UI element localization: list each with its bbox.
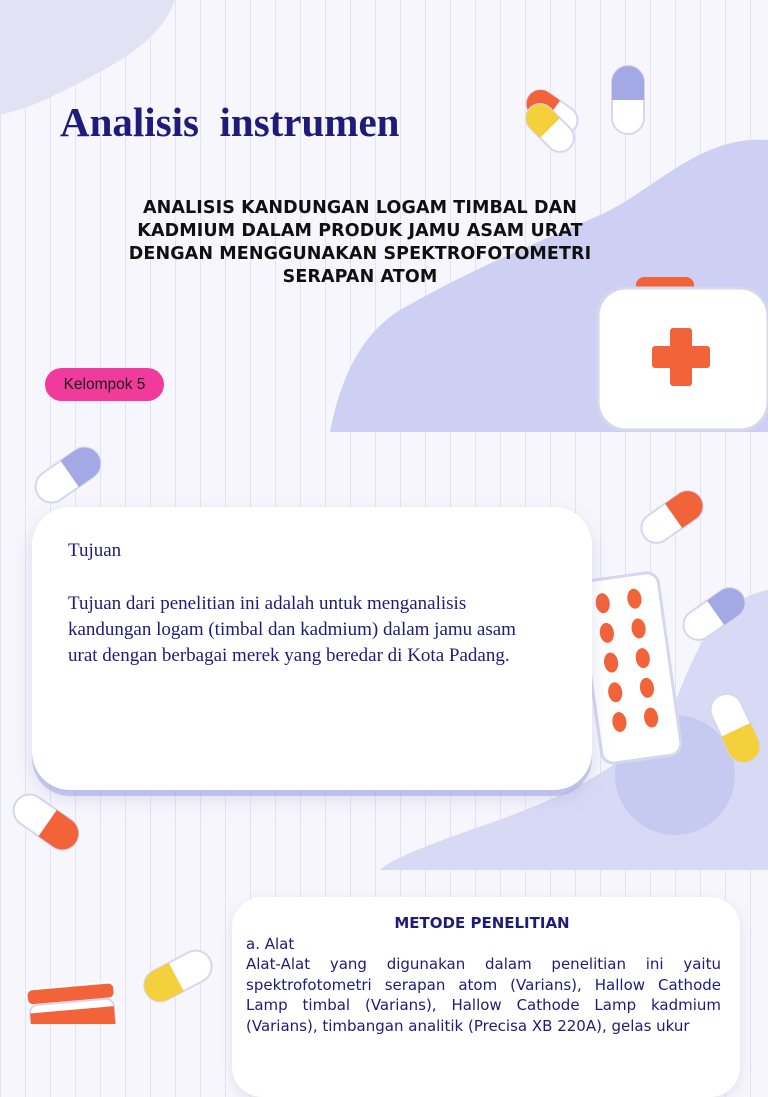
alat-body: Alat-Alat yang digunakan dalam penelitian ini yaitu spektrofotometri serapan atom (Varians), Hallow Cathode Lamp timbal (Varians), Hallow Cathode Lamp kadmium (Varians), timbangan analitik (Precisa XB 220A), gelas ukur [246,955,721,1035]
research-title: ANALISIS KANDUNGAN LOGAM TIMBAL DAN KADMIUM DALAM PRODUK JAMU ASAM URAT DENGAN MENGGUNAKAN SPEKTROFOTOMETRI SERAPAN ATOM [128,198,592,287]
metode-card [232,897,740,1097]
first-aid-kit-icon [598,277,768,430]
group-badge: Kelompok 5 [45,368,164,401]
capsule-icon [612,66,644,134]
metode-heading: METODE PENELITIAN [394,914,570,932]
tujuan-body: Tujuan dari penelitian ini adalah untuk menganalisis kandungan logam (timbal dan kadmium) dalam jamu asam urat dengan berbagai merek yang beredar di Kota Padang. [68,593,516,666]
capsule-icon [7,788,84,856]
capsule-icon [636,485,709,549]
medicine-bottle-icon [26,982,120,1024]
capsule-icon [139,945,218,1007]
capsule-icon [29,441,106,509]
tujuan-heading: Tujuan [68,540,122,561]
page-title: Analisis instrumen [60,99,400,145]
tujuan-card [32,507,592,790]
alat-subheading: a. Alat [246,935,295,953]
pill-blister-icon [578,571,683,764]
